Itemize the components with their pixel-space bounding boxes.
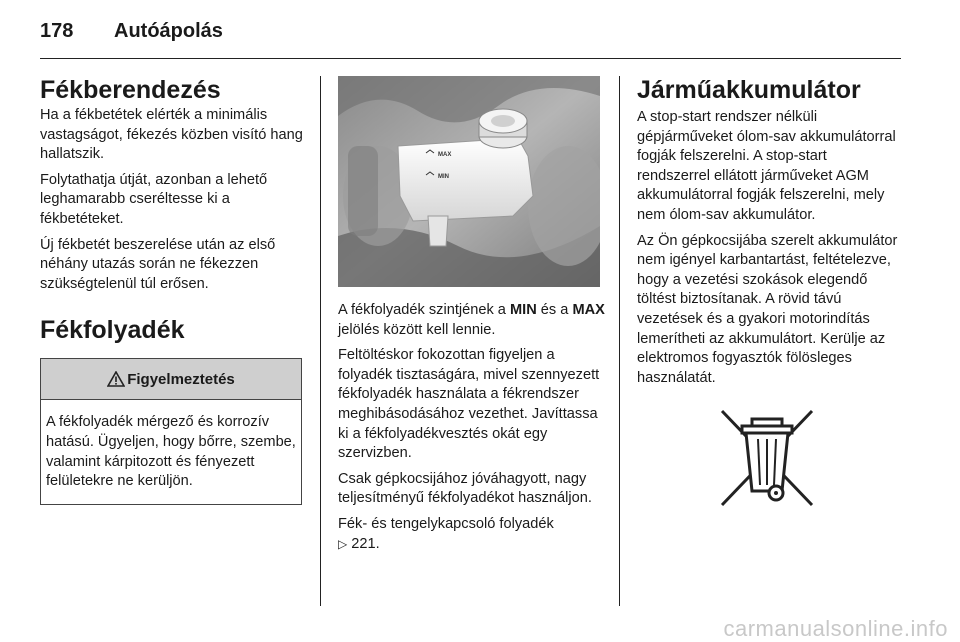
arrow-reference-icon: ▷ — [338, 536, 348, 551]
page-header — [40, 20, 223, 43]
section-heading-brake-fluid: Fékfolyadék — [40, 316, 185, 345]
warning-triangle-icon — [107, 371, 125, 387]
text-run: és a — [536, 302, 573, 318]
max-label: MAX — [438, 152, 452, 158]
paragraph: Ha a fékbetétek elérték a minimális vastagságot, fékezés közben visító hang hallatszik. — [40, 107, 303, 163]
column-divider-1 — [320, 76, 321, 606]
page-number: 178 — [40, 20, 74, 42]
paragraph: Folytathatja útját, azonban a lehető leghamarabb cseréltesse ki a fékbetéteket. — [40, 171, 268, 227]
brake-fluid-reservoir-photo — [338, 76, 600, 287]
warning-text: A fékfolyadék mérgező és korrozív hatású. Ügyeljen, hogy bőrre, szembe, valamint kárpitozott és fényezett felületekre ne kerüljön. — [46, 414, 296, 490]
paragraph: Új fékbetét beszerelése után az első néhány utazás során ne fékezzen szükségtelenül túl erősen. — [40, 236, 276, 292]
paragraph: Csak gépkocsijához jóváhagyott, nagy teljesítményű fékfolyadékot használjon. — [338, 470, 592, 507]
warning-header — [41, 359, 301, 400]
middle-column — [338, 301, 606, 560]
section-heading-brakes: Fékberendezés — [40, 76, 221, 104]
page-reference[interactable]: 221. — [351, 535, 380, 552]
crossed-out-bin-icon — [714, 405, 820, 511]
warning-title: Figyelmeztetés — [127, 370, 235, 388]
text-run: Fék- és tengelykapcsoló folyadék — [338, 515, 554, 532]
paragraph: Feltöltéskor fokozottan figyeljen a folyadék tisztaságára, mivel szennyezett fékfolyadék használata a fékrendszer meghibásodásához vezethet. Javíttassa ki a fékfolyadékvesztés okát egy szervizben. — [338, 347, 600, 462]
min-label: MIN — [438, 174, 449, 180]
section-heading-battery: Járműakkumulátor — [637, 76, 861, 104]
text-run: A fékfolyadék szintjének a — [338, 302, 510, 318]
column-divider-2 — [619, 76, 620, 606]
header-rule — [40, 58, 901, 59]
text-run: jelölés között kell lennie. — [338, 321, 496, 338]
paragraph: A stop-start rendszer nélküli gépjárműveket ólom-sav akkumulátorral fogják felszerelni. A stop-start rendszerrel ellátott járműveket AGM akkumulátorral fogják felszerelni, mely nem ólom-sav akkumulátor. — [637, 109, 896, 223]
cross-reference — [338, 515, 606, 554]
left-column — [40, 76, 305, 505]
max-mark: MAX — [572, 302, 605, 318]
warning-box — [40, 358, 302, 504]
right-column — [637, 76, 902, 394]
level-paragraph — [338, 301, 606, 340]
paragraph: Az Ön gépkocsijába szerelt akkumulátor nem igényel karbantartást, feltételezve, hogy a vezetési szokások elegendő töltést biztosítanak. A rövid távú vezetések és a gyakori motorindítás lemerítheti az akkumulátort. Kerülje az elektromos fogyasztók fölösleges használatát. — [637, 232, 898, 386]
watermark: carmanualsonline.info — [723, 616, 948, 641]
min-mark: MIN — [509, 302, 537, 318]
section-title: Autóápolás — [114, 20, 223, 42]
